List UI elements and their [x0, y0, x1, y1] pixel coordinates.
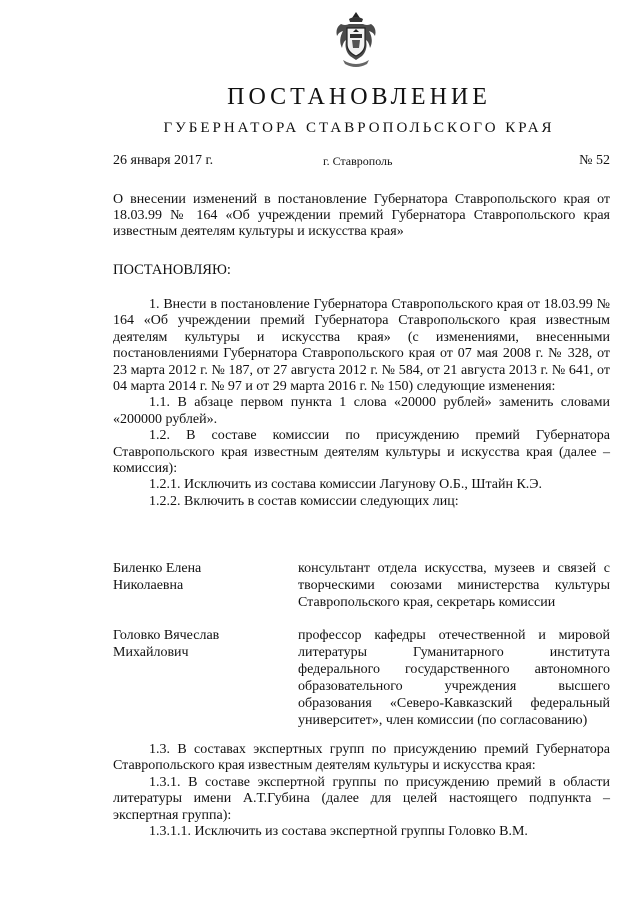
- document-body-continued: [113, 742, 610, 840]
- member-name: Биленко Елена Николаевна: [113, 561, 202, 593]
- document-body: [113, 297, 610, 510]
- member-role: консультант отдела искусства, музеев и связей с творческими союзами министерства культуры Ставропольского края, секретарь комиссии: [298, 561, 610, 610]
- paragraph-1-3: 1.3. В составах экспертных групп по присуждению премий Губернатора Ставропольского края известным деятелям культуры и искусства края:: [113, 742, 610, 774]
- paragraph-1: 1. Внести в постановление Губернатора Ставропольского края от 18.03.99 № 164 «Об учреждении премий Губернатора Ставропольского края известным деятелям культуры и искусства края» (с изменениями, внесенными постановлениями Губернатора Ставропольского края от 07 мая 2008 г. № 328, от 23 марта 2012 г. № 187, от 27 августа 2012 г. № 584, от 21 августа 2013 г. № 641, от 04 марта 2014 г. № 97 и от 29 марта 2016 г. № 150) следующие изменения:: [113, 297, 610, 395]
- document-number: № 52: [579, 153, 610, 168]
- paragraph-1-3-1: 1.3.1. В составе экспертной группы по присуждению премий в области литературы имени А.Т.Губина (далее для целей настоящего подпункта – экспертная группа):: [113, 774, 610, 823]
- paragraph-1-3-1-1: 1.3.1.1. Исключить из состава экспертной группы Головко В.М.: [149, 824, 528, 840]
- paragraph-1-2-2: 1.2.2. Включить в состав комиссии следующих лиц:: [149, 493, 459, 509]
- coat-of-arms-emblem-icon: [333, 10, 379, 70]
- paragraph-1-2-1: 1.2.1. Исключить из состава комиссии Лагунову О.Б., Штайн К.Э.: [149, 477, 543, 493]
- paragraph-1-2: 1.2. В составе комиссии по присуждению премий Губернатора Ставропольского края известным деятелям культуры и искусства края (далее – комиссия):: [113, 428, 610, 477]
- member-role: профессор кафедры отечественной и мировой литературы Гуманитарного института федерального государственного автономного образовательного учреждения высшего образования «Северо-Кавказский федеральный университет», член комиссии (по согласованию): [298, 628, 610, 728]
- document-title: ПОСТАНОВЛЕНИЕ: [227, 84, 491, 110]
- issuer-subtitle: ГУБЕРНАТОРА СТАВРОПОЛЬСКОГО КРАЯ: [163, 120, 555, 136]
- member-name: Головко Вячеслав Михайлович: [113, 628, 220, 660]
- decree-word: ПОСТАНОВЛЯЮ:: [113, 262, 231, 278]
- document-city: г. Ставрополь: [323, 154, 393, 168]
- document-date: 26 января 2017 г.: [113, 153, 214, 168]
- document-subject: О внесении изменений в постановление Губернатора Ставропольского края от 18.03.99 № 164 «Об учреждении премий Губернатора Ставропольского края известным деятелям культуры и искусства края»: [113, 192, 610, 239]
- paragraph-1-1: 1.1. В абзаце первом пункта 1 слова «20000 рублей» заменить словами «200000 рублей».: [113, 395, 610, 427]
- dateline: [113, 153, 610, 173]
